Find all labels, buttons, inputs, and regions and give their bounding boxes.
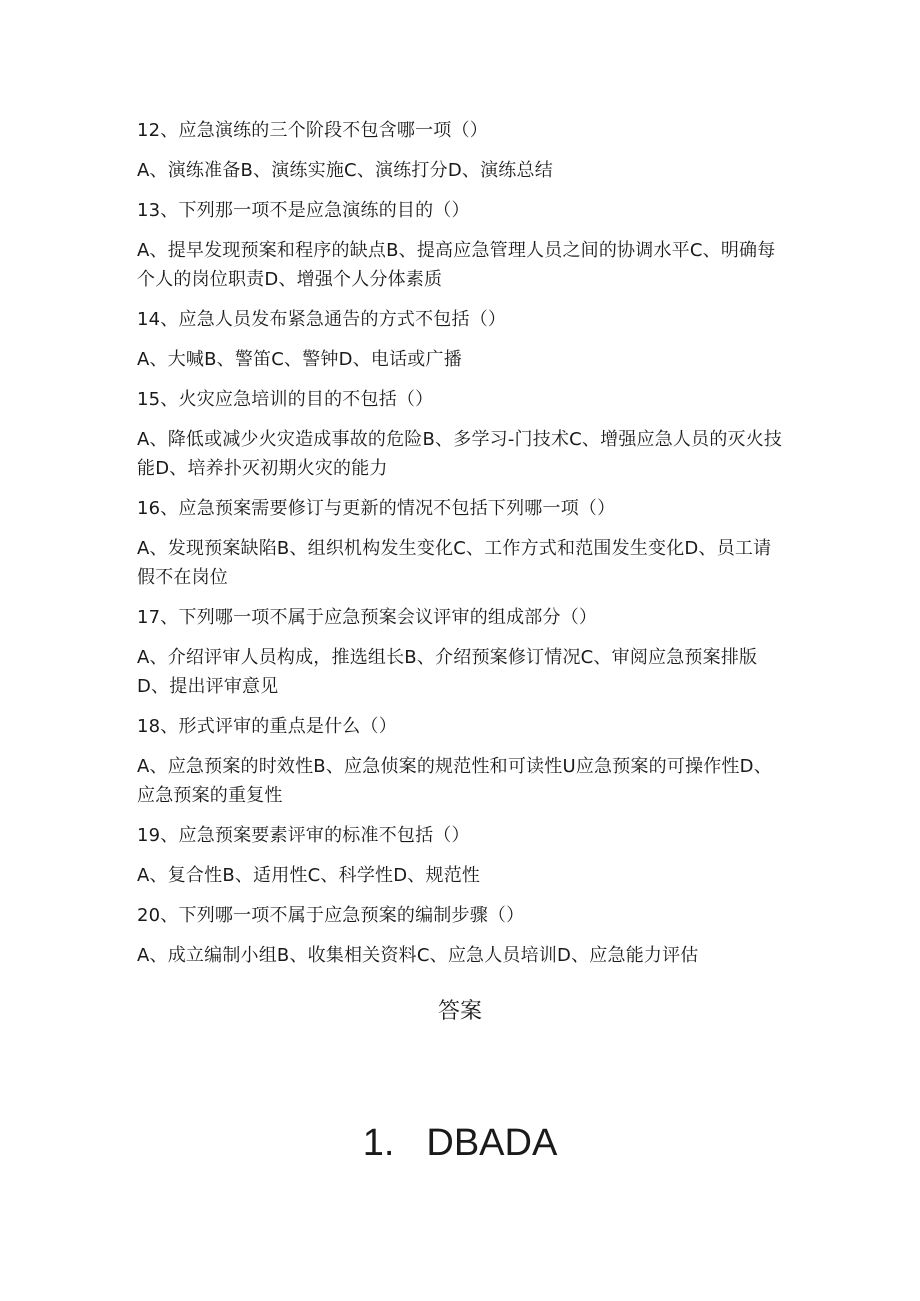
question-12: 12、应急演练的三个阶段不包含哪一项（） xyxy=(137,120,488,141)
question-14: 14、应急人员发布紧急通告的方式不包括（） xyxy=(137,309,507,330)
answer-number: 1. xyxy=(362,1122,395,1164)
answer-line xyxy=(0,1118,920,1168)
answer-text: DBADA xyxy=(426,1122,558,1164)
question-list xyxy=(137,116,787,981)
answer-heading: 答案 xyxy=(437,999,482,1024)
options-18: A、应急预案的时效性B、应急侦案的规范性和可读性U应急预案的可操作性D、应急预案的重复性 xyxy=(137,756,772,806)
options-17: A、介绍评审人员构成，推选组长B、介绍预案修订情况C、审阅应急预案排版D、提出评审意见 xyxy=(137,647,758,697)
question-18: 18、形式评审的重点是什么（） xyxy=(137,716,397,737)
question-13: 13、下列那一项不是应急演练的目的（） xyxy=(137,200,470,221)
question-20: 20、下列哪一项不属于应急预案的编制步骤（） xyxy=(137,905,525,926)
question-15: 15、火灾应急培训的目的不包括（） xyxy=(137,389,434,410)
question-16: 16、应急预案需要修订与更新的情况不包括下列哪一项（） xyxy=(137,498,616,519)
options-14: A、大喊B、警笛C、警钟D、电话或广播 xyxy=(137,349,462,370)
options-12: A、演练准备B、演练实施C、演练打分D、演练总结 xyxy=(137,160,553,181)
options-13: A、提早发现预案和程序的缺点B、提高应急管理人员之间的协调水平C、明确每个人的岗位职责D、增强个人分体素质 xyxy=(137,240,776,290)
options-20: A、成立编制小组B、收集相关资料C、应急人员培训D、应急能力评估 xyxy=(137,945,699,966)
question-19: 19、应急预案要素评审的标准不包括（） xyxy=(137,825,470,846)
options-15: A、降低或减少火灾造成事故的危险B、多学习-门技术C、增强应急人员的灭火技能D、培养扑灭初期火灾的能力 xyxy=(137,429,783,479)
question-17: 17、下列哪一项不属于应急预案会议评审的组成部分（） xyxy=(137,607,598,628)
options-16: A、发现预案缺陷B、组织机构发生变化C、工作方式和范围发生变化D、员工请假不在岗位 xyxy=(137,538,772,588)
options-19: A、复合性B、适用性C、科学性D、规范性 xyxy=(137,865,481,886)
